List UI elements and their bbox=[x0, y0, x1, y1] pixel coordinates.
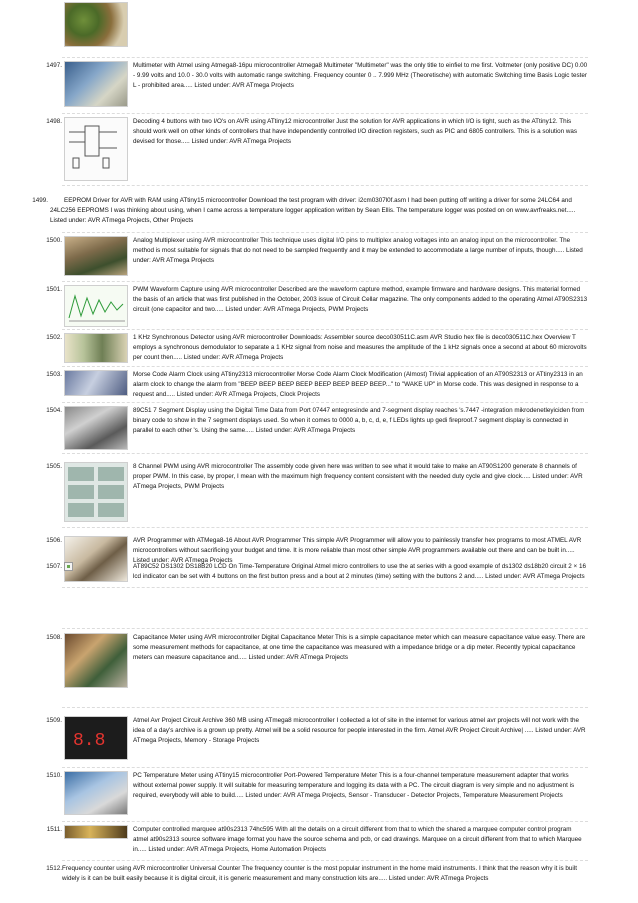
programmer-cable-thumbnail[interactable] bbox=[64, 536, 128, 582]
item-text: AVR Programmer with ATMega8-16 About AVR Programmer This simple AVR Programmer will allow you to painlessly transfer hex programs to most ATMEL AVR microcontrollers without sacrificing your budget and time. It is more reliable than most other simple AVR programmers available out there and can be built in..... Listed under: AVR ATmega Projects bbox=[133, 537, 582, 564]
item-text: Frequency counter using AVR microcontroller Universal Counter The frequency counter is the most popular instrument in the home maid instruments. I think that the reason why it is built widely is it can be built easily because it is digital circuit, it is generic measurement and many construction kits are..... Listed under: AVR ATmega Projects bbox=[62, 865, 577, 882]
item-text: 89C51 7 Segment Display using the Digital Time Data from Port 07447 entegresinde and 7-segment display reaches 's.7447 -integration mikrodenetleyiciden from binary code to show in the 7 segment displays used. So when it comes to 0000 a, b, c, d, e, f LEDs lights up gedi fireproof.7 segment display is connected in parallel to each other 's. Using the same..... Listed under: AVR ATmega Projects bbox=[133, 407, 585, 434]
waveform-chart-thumbnail[interactable] bbox=[64, 285, 128, 327]
divider bbox=[62, 527, 588, 528]
item-number: 1510. bbox=[46, 772, 62, 779]
item-text: Atmel Avr Project Circuit Archive 360 MB using ATmega8 microcontroller I collected a lot of site in the internet for various atmel avr projects will not work with the idea of a day's archive is a grown up pretty. Atmel will be a solid resource for people interested in the firm. Atmel AVR Project Circuit Archive| ..... Listed under: AVR ATmega Projects, Memory - Storage Projects bbox=[133, 717, 586, 744]
item-text: Analog Multiplexer using AVR microcontroller This technique uses digital I/O pins to multiplex analog voltages into an analog input on the microcontroller. The method is most suitable for signals that do not need to be sampled frequently and it may be extended to accommodate a large number of inputs, though..... Listed under: AVR ATmega Projects bbox=[133, 237, 583, 264]
svg-text:8.8: 8.8 bbox=[73, 731, 106, 751]
pwm-scope-thumbnail[interactable] bbox=[64, 462, 128, 522]
item-text: 8 Channel PWM using AVR microcontroller The assembly code given here was written to see what it would take to make an AT90S1200 generate 8 channels of proper PWM. In this case, by proper, I mean with the maximum high frequency content consistent with the needed duty cycle and give clock..... Listed under: AVR ATmega Projects, PWM Projects bbox=[133, 463, 583, 490]
waveform-icon bbox=[65, 286, 127, 326]
marquee-board-thumbnail[interactable] bbox=[64, 825, 128, 839]
item-text: Decoding 4 buttons with two I/O's on AVR using ATtiny12 microcontroller Just the solution for AVR applications in which I/O is tight, such as the ATtiny12. This should work well on other kinds of controllers that have independently controlled I/O direction registers, such as PIC and 6805 controllers. This is a solution was devised for those..... Listed under: AVR ATmega Projects bbox=[133, 118, 578, 145]
scope-traces-icon bbox=[65, 463, 127, 521]
divider bbox=[62, 329, 588, 330]
item-text: Computer controlled marquee at90s2313 74hc595 With all the details on a circuit different from that to which the shared a marquee computer control program atmel at90s2313 source software image format you have the source schema and pcb, or cad drawings. Marquee on a circuit different from that to which Marquee in..... Listed under: AVR ATmega Projects, Home Automation Projects bbox=[133, 826, 582, 853]
schematic-icon bbox=[65, 118, 127, 180]
divider bbox=[62, 860, 588, 861]
plant-photo-thumbnail[interactable] bbox=[64, 2, 128, 47]
divider bbox=[62, 767, 588, 768]
divider bbox=[62, 281, 588, 282]
divider bbox=[62, 707, 588, 708]
divider bbox=[62, 232, 588, 233]
divider bbox=[62, 57, 588, 58]
divider bbox=[62, 366, 588, 367]
item-text: Morse Code Alarm Clock using ATtiny2313 microcontroller Morse Code Alarm Clock Modification (Almost) Trivial application of an AT90S2313 or ATtiny2313 in an alarm clock to change the alarm from "BEEP BEEP BEEP BEEP BEEP BEEP BEEP BEEP..." to "WAKE UP" in Morse code. This was designed in response to a request and..... Listed under: AVR ATmega Projects, Clock Projects bbox=[133, 371, 583, 398]
item-number: 1498. bbox=[46, 118, 62, 125]
item-number: 1500. bbox=[46, 237, 62, 244]
item-number: 1512. bbox=[46, 865, 62, 872]
divider bbox=[62, 453, 588, 454]
multimeter-thumbnail[interactable] bbox=[64, 61, 128, 107]
multiplexer-board-thumbnail[interactable] bbox=[64, 236, 128, 276]
segment-display-thumbnail[interactable] bbox=[64, 406, 128, 450]
capacitance-meter-thumbnail[interactable] bbox=[64, 633, 128, 688]
alarm-clock-thumbnail[interactable] bbox=[64, 370, 128, 396]
item-number: 1503. bbox=[46, 371, 62, 378]
broken-image-icon[interactable] bbox=[64, 562, 73, 571]
item-number: 1511. bbox=[46, 826, 62, 833]
item-text: PWM Waveform Capture using AVR microcontroller Described are the waveform capture method, example firmware and hardware designs. This material formed the basis of an article that was first published in the October, 2003 issue of Circuit Cellar magazine. The only components added to the operating Atmel AT90S2313 circuit (one capacitor and two..... Listed under: AVR ATmega Projects, PWM Projects bbox=[133, 286, 588, 313]
item-text: 1 KHz Synchronous Detector using AVR microcontroller Downloads: Assembler source deco030511C.asm AVR Studio hex file is deco030511C.hex Overview T employs a synchronous demodulator to separate a 1 KHz signal from noise and measures the amplitude of the 1 kHz signals once a second at about 60 microvolts per count then..... Listed under: AVR ATmega Projects bbox=[133, 334, 587, 361]
item-number: 1509. bbox=[46, 717, 62, 724]
divider bbox=[62, 821, 588, 822]
schematic-thumbnail[interactable] bbox=[64, 117, 128, 181]
item-number: 1497. bbox=[46, 62, 62, 69]
seven-segment-icon bbox=[65, 717, 127, 759]
divider bbox=[62, 628, 588, 629]
item-number: 1505. bbox=[46, 463, 62, 470]
divider bbox=[62, 402, 588, 403]
divider bbox=[62, 185, 588, 186]
temperature-adapter-thumbnail[interactable] bbox=[64, 771, 128, 815]
item-number: 1508. bbox=[46, 634, 62, 641]
detector-board-thumbnail[interactable] bbox=[64, 333, 128, 363]
item-number: 1499. bbox=[32, 197, 48, 204]
item-text: Capacitance Meter using AVR microcontroller Digital Capacitance Meter This is a simple capacitance meter which can measure capacitance value easy. There are some measurement methods for capacitance, at one time the capacitance was measured with a impedance bridge or a dip meter. Recently typical capacitance meters can measure capacitance and..... Listed under: AVR ATmega Projects bbox=[133, 634, 586, 661]
item-text: AT89C52 DS1302 DS18B20 LCD On Time-Temperature Original Atmel micro controllers to use the at series with a good example of ds1302 ds18b20 circuit 2 × 16 lcd indicator can be set with 4 buttons on the first button press and a bout at 2 minutes (time) setting with the buttons 2 and..... Listed under: AVR ATmega Projects bbox=[133, 563, 586, 580]
item-text: Multimeter with Atmel using Atmega8-16pu microcontroller Atmega8 Multimeter "Multimeter" was the only title to einfiel to me first. Voltmeter (only positive DC) 0.00 - 9.99 volts and 10.0 - 30.0 volts with automatic range switching. Frequency counter 0 .. 7.999 MHz (Theoretische) with automatic Switching time Basis Logic tester L - prohibited area..... Listed under: AVR ATmega Projects bbox=[133, 62, 588, 89]
divider bbox=[62, 113, 588, 114]
item-number: 1507. bbox=[46, 563, 62, 570]
item-number: 1501. bbox=[46, 286, 62, 293]
item-number: 1502. bbox=[46, 334, 62, 341]
item-text: PC Temperature Meter using ATtiny15 microcontroller Port-Powered Temperature Meter This is a four-channel temperature measurement adapter that works without external power supply. It will suitable for measuring temperature and logging its data with a PC. The circuit diagram is very simple and no adjustment is required, everybody will able to build..... Listed under: AVR ATmega Projects, Sensor - Transducer - Detector Projects, Temperature Measurement Projects bbox=[133, 772, 575, 799]
item-number: 1504. bbox=[46, 407, 62, 414]
led-display-thumbnail[interactable] bbox=[64, 716, 128, 760]
divider bbox=[62, 587, 588, 588]
item-text: EEPROM Driver for AVR with RAM using ATtiny15 microcontroller Download the test program with driver: i2cm0307l0f.asm I had been putting off writing a driver for some 24LC64 and 24LC256 EEPROMS I was thinking about using, when I came across a temperature logger application written by Sean Ellis. The temperature logger was posted on on www.avrfreaks.net..... Listed under: AVR ATmega Projects, Other Projects bbox=[50, 197, 576, 224]
item-number: 1506. bbox=[46, 537, 62, 544]
